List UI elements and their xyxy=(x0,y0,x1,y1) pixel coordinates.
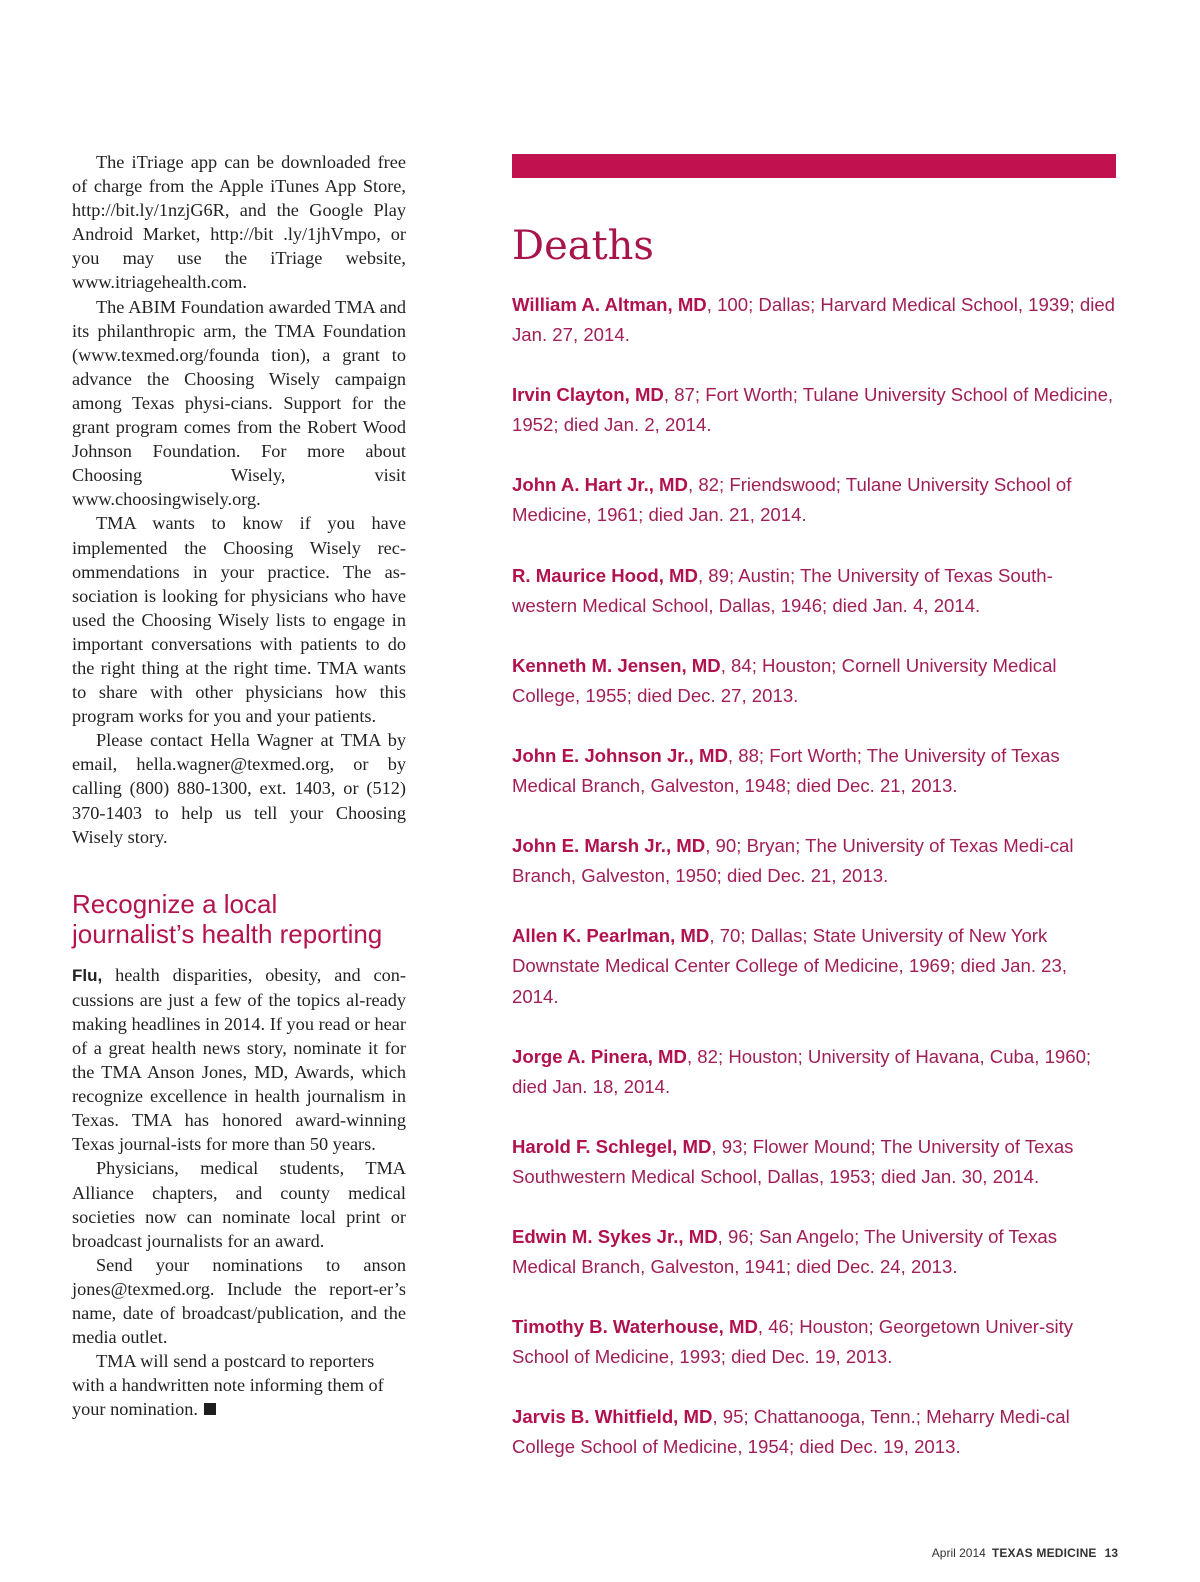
death-entry xyxy=(512,1402,1116,1462)
entry-name: Edwin M. Sykes Jr., MD xyxy=(512,1225,718,1247)
death-entry xyxy=(512,741,1116,801)
entry-details: , 96; San Angelo; The University of Texas Medical Branch, Galveston, 1941; died Dec. 24, 2013. xyxy=(512,1225,1058,1278)
entry-name: John A. Hart Jr., MD xyxy=(512,474,688,496)
death-entry xyxy=(512,921,1116,1011)
article-paragraph: The iTriage app can be downloaded free of charge from the Apple iTunes App Store, http://bit.ly/1nzjG6R, and the Google Play Android Market, http://bit .ly/1jhVmpo, or you may use the iTriage website, www.itriagehealth.com. xyxy=(72,152,406,293)
entry-details: , 90; Bryan; The University of Texas Medi-cal Branch, Galveston, 1950; died Dec. 21, 2013. xyxy=(512,835,1074,887)
section-paragraph-text: health disparities, obesity, and con-cussions are just a few of the topics al-ready making headlines in 2014. If you read or hear of a great health news story, nominate it for the TMA Anson Jones, MD, Awards, which recognize excellence in health journalism in Texas. TMA has honored award-winning Texas journal-ists for more than 50 years. xyxy=(72,964,406,1155)
footer-date: April 2014 xyxy=(931,1546,986,1560)
entry-details: , 82; Friendswood; Tulane University School of Medicine, 1961; died Jan. 21, 2014. xyxy=(512,474,1072,526)
death-entry xyxy=(512,1312,1116,1372)
entry-details: , 95; Chattanooga, Tenn.; Meharry Medi-cal College School of Medicine, 1954; died Dec. 19, 2013. xyxy=(512,1406,1070,1458)
article-paragraph: TMA wants to know if you have implemented the Choosing Wisely rec-ommendations in your practice. The as-sociation is looking for physicians who have used the Choosing Wisely lists to engage in important conversations with patients to do the right thing at the right time. TMA wants to share with other physicians how this program works for you and your patients. xyxy=(72,513,406,727)
footer-magazine-name: TEXAS MEDICINE xyxy=(991,1546,1097,1560)
death-entry xyxy=(512,1042,1116,1102)
death-entry xyxy=(512,1132,1116,1192)
deaths-title: Deaths xyxy=(512,223,654,269)
entry-name: William A. Altman, MD xyxy=(512,294,707,315)
entry-details: , 89; Austin; The University of Texas South-western Medical School, Dallas, 1946; died Jan. 4, 2014. xyxy=(512,564,1053,616)
article-paragraph: The ABIM Foundation awarded TMA and its philanthropic arm, the TMA Foundation (www.texmed.org/founda tion), a grant to advance the Choosing Wisely campaign among Texas physi-cians. Support for the grant program comes from the Robert Wood Johnson Foundation. For more about Choosing Wisely, visit www.choosingwisely.org. xyxy=(72,296,406,510)
entry-details: , 93; Flower Mound; The University of Texas Southwestern Medical School, Dallas, 1953; died Jan. 30, 2014. xyxy=(512,1135,1074,1187)
entry-name: Harold F. Schlegel, MD xyxy=(512,1135,712,1157)
end-of-article-mark xyxy=(204,1403,216,1415)
entry-details: , 88; Fort Worth; The University of Texas Medical Branch, Galveston, 1948; died Dec. 21, 2013. xyxy=(512,744,1060,797)
entry-details: , 70; Dallas; State University of New York Downstate Medical Center College of Medicine, 1969; died Jan. 23, 2014. xyxy=(512,925,1068,1007)
entry-name: Kenneth M. Jensen, MD xyxy=(512,654,721,676)
section-paragraph xyxy=(72,963,406,1157)
article-paragraph: Please contact Hella Wagner at TMA by email, hella.wagner@texmed.org, or by calling (800) 880-1300, ext. 1403, or (512) 370-1403 to help us tell your Choosing Wisely story. xyxy=(72,730,406,847)
death-entry xyxy=(512,651,1116,711)
section-paragraph xyxy=(72,1349,406,1421)
entry-details: , 87; Fort Worth; Tulane University School of Medicine, 1952; died Jan. 2, 2014. xyxy=(512,384,1114,436)
entry-name: John E. Marsh Jr., MD xyxy=(512,835,706,857)
section-paragraph: Physicians, medical students, TMA Alliance chapters, and county medical societies now can nominate local print or broadcast journalists for an award. xyxy=(72,1158,406,1251)
page-footer xyxy=(700,1546,1118,1560)
death-entry xyxy=(512,380,1116,440)
entry-name: Jarvis B. Whitfield, MD xyxy=(512,1406,713,1428)
death-entry xyxy=(512,290,1116,350)
death-entry xyxy=(512,470,1116,530)
death-entry xyxy=(512,561,1116,621)
lead-word: Flu, xyxy=(72,965,103,985)
article-column xyxy=(72,150,406,1422)
entry-name: Allen K. Pearlman, MD xyxy=(512,925,710,947)
entry-details: , 84; Houston; Cornell University Medical College, 1955; died Dec. 27, 2013. xyxy=(512,654,1057,706)
entry-details: , 82; Houston; University of Havana, Cuba, 1960; died Jan. 18, 2014. xyxy=(512,1045,1092,1097)
entry-details: , 100; Dallas; Harvard Medical School, 1939; died Jan. 27, 2014. xyxy=(512,294,1116,346)
entry-name: Jorge A. Pinera, MD xyxy=(512,1045,687,1067)
entry-name: Irvin Clayton, MD xyxy=(512,384,664,406)
section-heading: Recognize a local journalist’s health reporting xyxy=(72,888,383,949)
entry-name: John E. Johnson Jr., MD xyxy=(512,744,728,766)
entry-name: R. Maurice Hood, MD xyxy=(512,564,698,586)
entry-details: , 46; Houston; Georgetown Univer-sity School of Medicine, 1993; died Dec. 19, 2013. xyxy=(512,1316,1074,1368)
accent-bar xyxy=(512,154,1116,178)
section-paragraph-text: TMA will send a postcard to reporters with a handwritten note informing them of your nomination. xyxy=(72,1351,384,1420)
death-entry xyxy=(512,1222,1116,1282)
entry-name: Timothy B. Waterhouse, MD xyxy=(512,1316,758,1338)
deaths-column xyxy=(512,154,1116,1493)
death-entry xyxy=(512,831,1116,891)
section-paragraph: Send your nominations to anson jones@texmed.org. Include the report-er’s name, date of broadcast/publication, and the media outlet. xyxy=(72,1254,406,1348)
footer-page-number: 13 xyxy=(1104,1546,1118,1560)
